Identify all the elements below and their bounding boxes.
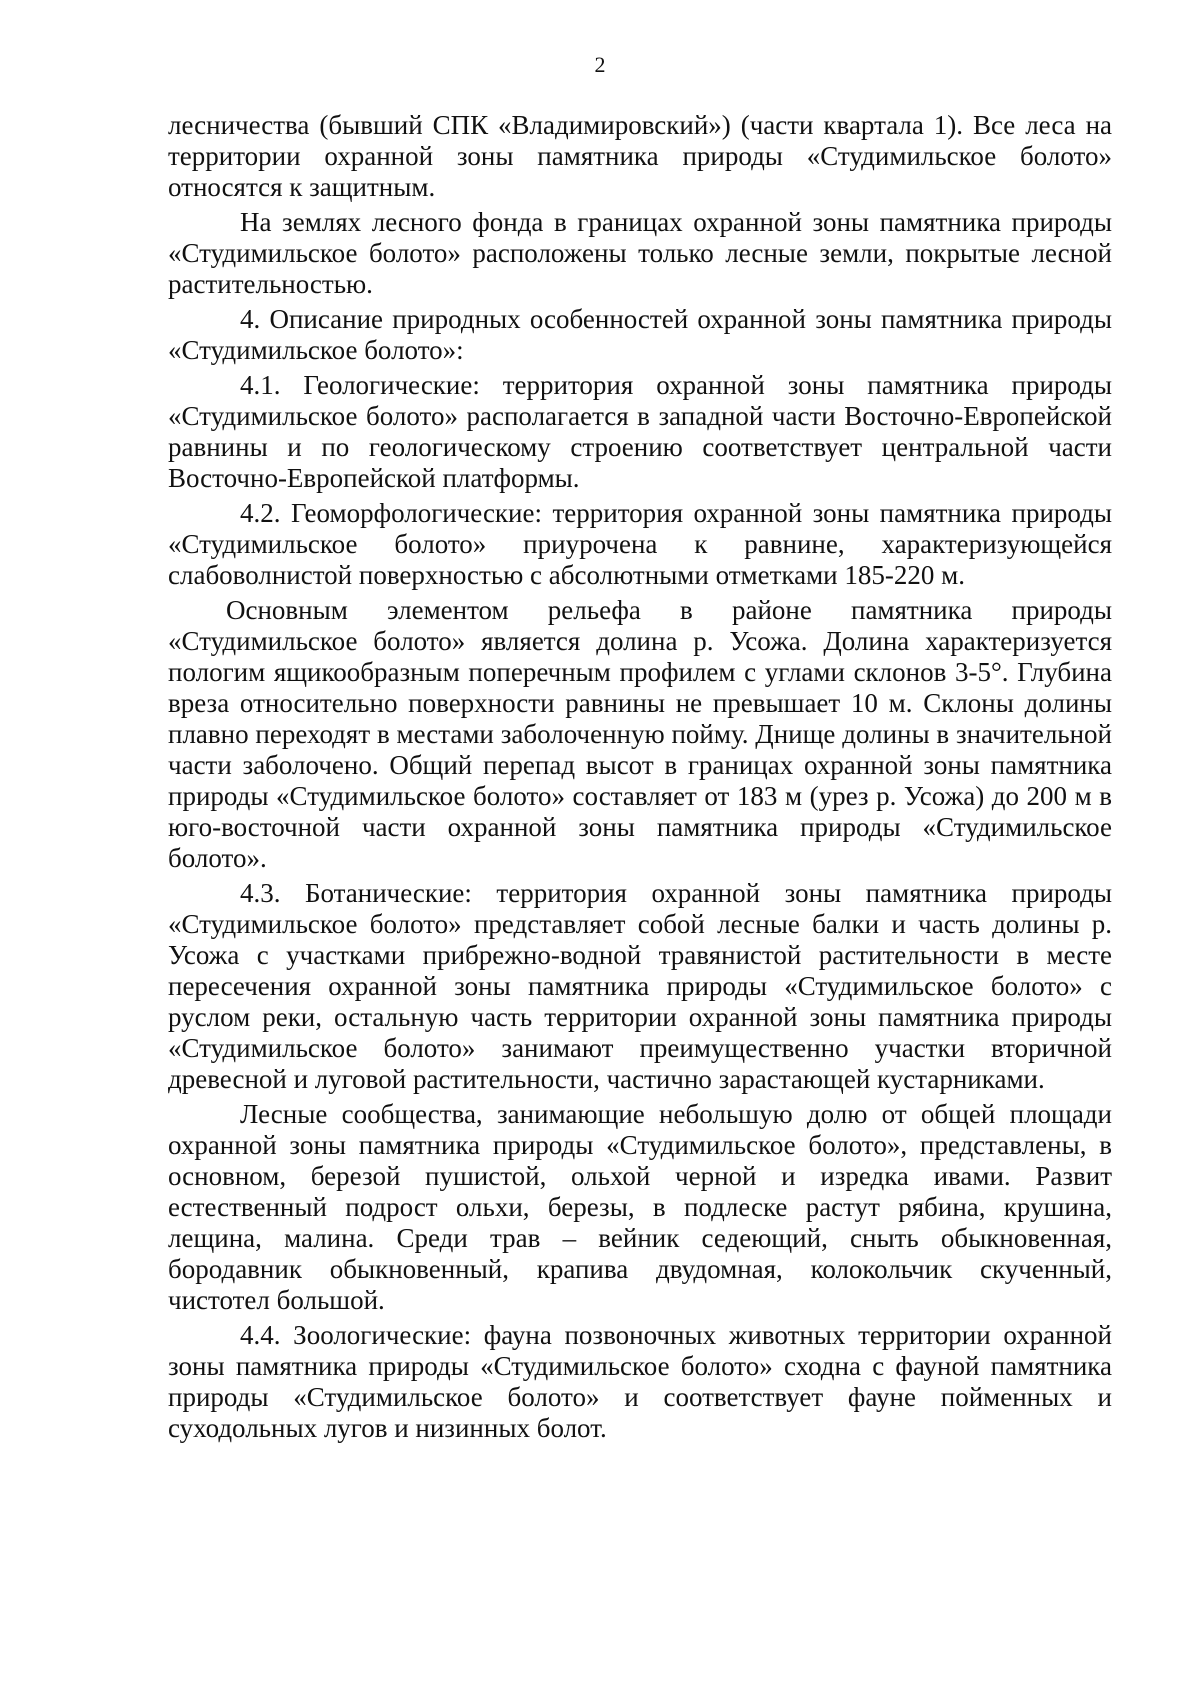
paragraph-forestry-continuation: лесничества (бывший СПК «Владимировский») (части квартала 1). Все леса на территории охранной зоны памятника природы «Студимильское болото» относятся к защитным. xyxy=(168,110,1112,202)
paragraph-botanical: 4.3. Ботанические: территория охранной зоны памятника природы «Студимильское болото» представляет собой лесные балки и часть долины р. Усожа с участками прибрежно-водной травянистой растительности в месте пересечения охранной зоны памятника природы «Студимильское болото» с руслом реки, остальную часть территории охранной зоны памятника природы «Студимильское болото» занимают преимущественно участки вторичной древесной и луговой растительности, частично зарастающей кустарниками. xyxy=(168,878,1112,1094)
paragraph-geomorphological: 4.2. Геоморфологические: территория охранной зоны памятника природы «Студимильское болото» приурочена к равнине, характеризующейся слабоволнистой поверхностью с абсолютными отметками 185-220 м. xyxy=(168,498,1112,590)
paragraph-geological: 4.1. Геологические: территория охранной зоны памятника природы «Студимильское болото» располагается в западной части Восточно-Европейской равнины и по геологическому строению соответствует центральной части Восточно-Европейской платформы. xyxy=(168,370,1112,493)
document-body xyxy=(168,110,1112,1444)
page-number: 2 xyxy=(594,52,606,77)
paragraph-zoological: 4.4. Зоологические: фауна позвоночных животных территории охранной зоны памятника природы «Студимильское болото» сходна с фауной памятника природы «Студимильское болото» и соответствует фауне пойменных и суходольных лугов и низинных болот. xyxy=(168,1320,1112,1443)
paragraph-forest-lands: На землях лесного фонда в границах охранной зоны памятника природы «Студимильское болото» расположены только лесные земли, покрытые лесной растительностью. xyxy=(168,207,1112,299)
paragraph-relief: Основным элементом рельефа в районе памятника природы «Студимильское болото» является долина р. Усожа. Долина характеризуется пологим ящикообразным поперечным профилем с углами склонов 3-5°. Глубина вреза относительно поверхности равнины не превышает 10 м. Склоны долины плавно переходят в местами заболоченную пойму. Днище долины в значительной части заболочено. Общий перепад высот в границах охранной зоны памятника природы «Студимильское болото» составляет от 183 м (урез р. Усожа) до 200 м в юго-восточной части охранной зоны памятника природы «Студимильское болото». xyxy=(168,595,1112,873)
paragraph-section-4-heading: 4. Описание природных особенностей охранной зоны памятника природы «Студимильское болото»: xyxy=(168,304,1112,365)
paragraph-forest-communities: Лесные сообщества, занимающие небольшую долю от общей площади охранной зоны памятника природы «Студимильское болото», представлены, в основном, березой пушистой, ольхой черной и изредка ивами. Развит естественный подрост ольхи, березы, в подлеске растут рябина, крушина, лещина, малина. Среди трав – вейник седеющий, сныть обыкновенная, бородавник обыкновенный, крапива двудомная, колокольчик скученный, чистотел большой. xyxy=(168,1099,1112,1315)
